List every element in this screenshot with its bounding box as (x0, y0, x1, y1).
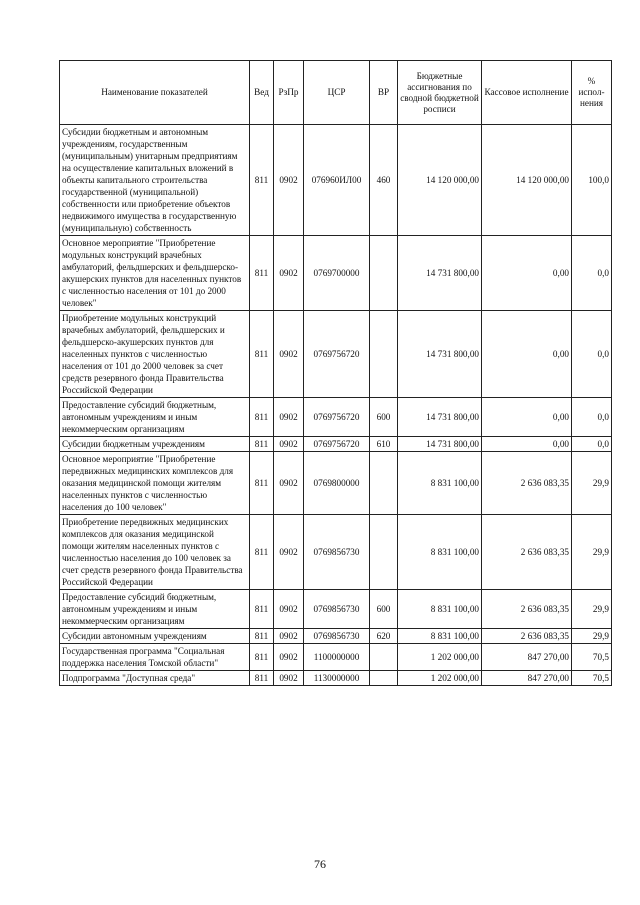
cell-ved: 811 (250, 515, 274, 590)
cell-csr: 0769800000 (304, 452, 370, 515)
cell-vr (370, 515, 398, 590)
cell-name: Основное мероприятие "Приобретение модульных конструкций врачебных амбулаторий, фельдшерских и фельдшерско-акушерских пунктов для населенных пунктов с численностью населения от 101 до 2000 человек" (60, 236, 250, 311)
cell-assign: 14 731 800,00 (398, 236, 482, 311)
cell-rzpr: 0902 (274, 671, 304, 686)
cell-csr: 0769856730 (304, 590, 370, 629)
cell-pct: 0,0 (572, 437, 612, 452)
cell-pct: 0,0 (572, 398, 612, 437)
cell-exec: 14 120 000,00 (482, 125, 572, 236)
cell-csr: 076960ИЛ00 (304, 125, 370, 236)
page-number: 76 (314, 857, 326, 871)
cell-ved: 811 (250, 452, 274, 515)
cell-pct: 0,0 (572, 236, 612, 311)
cell-ved: 811 (250, 644, 274, 671)
table-row (60, 671, 612, 686)
cell-csr: 1130000000 (304, 671, 370, 686)
cell-exec: 2 636 083,35 (482, 590, 572, 629)
table-row (60, 515, 612, 590)
cell-exec: 0,00 (482, 398, 572, 437)
table-row (60, 644, 612, 671)
cell-name: Основное мероприятие "Приобретение передвижных медицинских комплексов для оказания медицинской помощи жителям населенных пунктов с численностью населения до 100 человек" (60, 452, 250, 515)
cell-assign: 14 731 800,00 (398, 311, 482, 398)
cell-pct: 0,0 (572, 311, 612, 398)
cell-rzpr: 0902 (274, 452, 304, 515)
table-row (60, 125, 612, 236)
cell-pct: 100,0 (572, 125, 612, 236)
table-row (60, 398, 612, 437)
cell-csr: 1100000000 (304, 644, 370, 671)
cell-pct: 70,5 (572, 671, 612, 686)
cell-name: Субсидии автономным учреждениям (60, 629, 250, 644)
cell-exec: 2 636 083,35 (482, 515, 572, 590)
table-row (60, 629, 612, 644)
table-row (60, 311, 612, 398)
cell-vr (370, 236, 398, 311)
cell-csr: 0769856730 (304, 515, 370, 590)
table-row (60, 437, 612, 452)
cell-vr (370, 311, 398, 398)
cell-rzpr: 0902 (274, 515, 304, 590)
cell-vr: 600 (370, 398, 398, 437)
header-vr: ВР (370, 61, 398, 125)
cell-assign: 8 831 100,00 (398, 452, 482, 515)
cell-vr: 460 (370, 125, 398, 236)
cell-exec: 2 636 083,35 (482, 629, 572, 644)
cell-ved: 811 (250, 437, 274, 452)
cell-rzpr: 0902 (274, 590, 304, 629)
cell-vr (370, 452, 398, 515)
cell-assign: 14 731 800,00 (398, 437, 482, 452)
cell-ved: 811 (250, 671, 274, 686)
cell-pct: 29,9 (572, 452, 612, 515)
cell-exec: 0,00 (482, 236, 572, 311)
cell-name: Приобретение модульных конструкций врачебных амбулаторий, фельдшерских и фельдшерско-акушерских пунктов для населенных пунктов с численностью населения от 101 до 2000 человек за счет средств резервного фонда Правительства Российской Федерации (60, 311, 250, 398)
cell-pct: 70,5 (572, 644, 612, 671)
cell-vr: 610 (370, 437, 398, 452)
cell-rzpr: 0902 (274, 644, 304, 671)
cell-pct: 29,9 (572, 590, 612, 629)
cell-ved: 811 (250, 236, 274, 311)
cell-name: Субсидии бюджетным и автономным учреждениям, государственным (муниципальным) унитарным предприятиям на осуществление капитальных вложений в объекты капитального строительства государственной (муниципальной) собственности или приобретение объектов недвижимого имущества в государственную (муниципальную) собственность (60, 125, 250, 236)
cell-ved: 811 (250, 590, 274, 629)
header-csr: ЦСР (304, 61, 370, 125)
table-row (60, 590, 612, 629)
table-row (60, 236, 612, 311)
header-ved: Вед (250, 61, 274, 125)
cell-pct: 29,9 (572, 515, 612, 590)
table-row (60, 452, 612, 515)
cell-name: Предоставление субсидий бюджетным, автономным учреждениям и иным некоммерческим организациям (60, 590, 250, 629)
cell-vr (370, 644, 398, 671)
cell-name: Предоставление субсидий бюджетным, автономным учреждениям и иным некоммерческим организациям (60, 398, 250, 437)
cell-ved: 811 (250, 629, 274, 644)
cell-assign: 1 202 000,00 (398, 644, 482, 671)
cell-vr: 600 (370, 590, 398, 629)
cell-rzpr: 0902 (274, 311, 304, 398)
cell-vr (370, 671, 398, 686)
cell-ved: 811 (250, 398, 274, 437)
header-rzpr: РзПр (274, 61, 304, 125)
cell-ved: 811 (250, 125, 274, 236)
cell-pct: 29,9 (572, 629, 612, 644)
cell-name: Приобретение передвижных медицинских комплексов для оказания медицинской помощи жителям населенных пунктов с численностью населения до 100 человек за счет средств резервного фонда Правительства Российской Федерации (60, 515, 250, 590)
cell-rzpr: 0902 (274, 398, 304, 437)
cell-name: Субсидии бюджетным учреждениям (60, 437, 250, 452)
cell-assign: 14 731 800,00 (398, 398, 482, 437)
cell-rzpr: 0902 (274, 437, 304, 452)
cell-ved: 811 (250, 311, 274, 398)
cell-rzpr: 0902 (274, 629, 304, 644)
cell-csr: 0769756720 (304, 437, 370, 452)
cell-exec: 847 270,00 (482, 644, 572, 671)
header-assignments: Бюджетные ассигнования по сводной бюджетной росписи (398, 61, 482, 125)
cell-csr: 0769700000 (304, 236, 370, 311)
cell-name: Подпрограмма "Доступная среда" (60, 671, 250, 686)
cell-csr: 0769756720 (304, 311, 370, 398)
cell-vr: 620 (370, 629, 398, 644)
header-percent: % испол-нения (572, 61, 612, 125)
cell-assign: 1 202 000,00 (398, 671, 482, 686)
budget-table (59, 60, 612, 686)
cell-exec: 0,00 (482, 437, 572, 452)
cell-assign: 8 831 100,00 (398, 515, 482, 590)
table-header-row (60, 61, 612, 125)
cell-assign: 8 831 100,00 (398, 590, 482, 629)
header-cash-execution: Кассовое исполнение (482, 61, 572, 125)
cell-csr: 0769756720 (304, 398, 370, 437)
cell-exec: 0,00 (482, 311, 572, 398)
cell-exec: 847 270,00 (482, 671, 572, 686)
header-name: Наименование показателей (60, 61, 250, 125)
cell-exec: 2 636 083,35 (482, 452, 572, 515)
cell-assign: 8 831 100,00 (398, 629, 482, 644)
cell-csr: 0769856730 (304, 629, 370, 644)
cell-rzpr: 0902 (274, 236, 304, 311)
cell-name: Государственная программа "Социальная поддержка населения Томской области" (60, 644, 250, 671)
cell-assign: 14 120 000,00 (398, 125, 482, 236)
cell-rzpr: 0902 (274, 125, 304, 236)
